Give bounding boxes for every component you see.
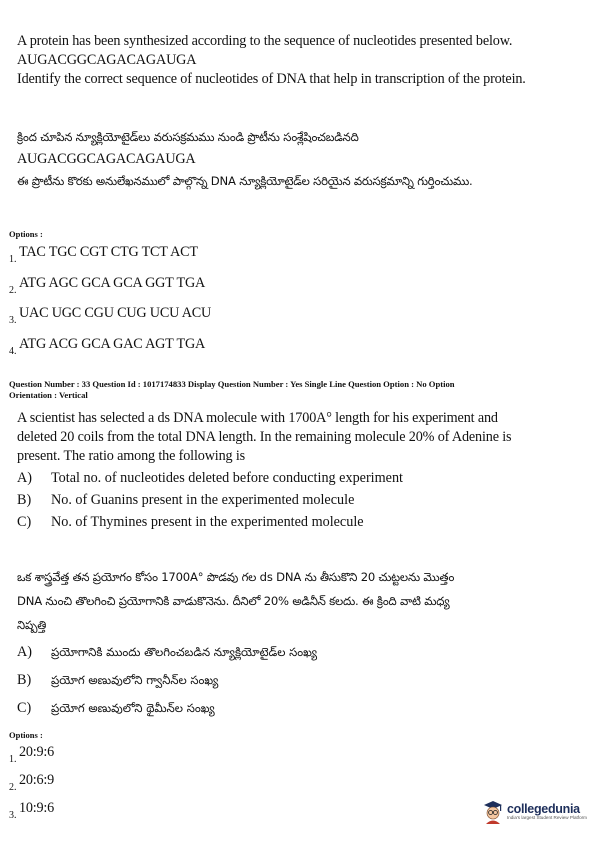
q32-telugu	[17, 126, 581, 192]
option-text: ATG AGC GCA GCA GGT TGA	[19, 275, 206, 291]
q33-telugu-line3: నిష్పత్తి	[17, 618, 47, 632]
q33-telugu-item-a	[17, 638, 581, 666]
item-label: B)	[17, 492, 32, 508]
option-text: UAC UGC CGU CUG UCU ACU	[19, 305, 212, 321]
option-number: 3.	[9, 810, 17, 821]
q32-options-label: Options :	[9, 229, 43, 239]
item-text: Total no. of nucleotides deleted before conducting experiment	[51, 470, 403, 486]
q33-english-line3: present. The ratio among the following is	[17, 448, 246, 464]
q32-english-line1: A protein has been synthesized according to the sequence of nucleotides presented below.	[17, 33, 513, 49]
q33-meta-line2: Orientation : Vertical	[9, 390, 88, 400]
item-text: No. of Thymines present in the experimented molecule	[51, 514, 364, 530]
option-number: 1.	[9, 254, 17, 265]
q32-option-3[interactable]	[9, 305, 212, 326]
logo-name: collegedunia	[506, 802, 580, 816]
q33-english-line2: deleted 20 coils from the total DNA length. In the remaining molecule 20% of Adenine is	[17, 429, 512, 445]
q32-telugu-sequence: AUGACGGCAGACAGAUGA	[17, 151, 196, 167]
item-label: C)	[17, 700, 32, 716]
item-text: No. of Guanins present in the experimented molecule	[51, 492, 355, 508]
q33-telugu-item-b	[17, 666, 581, 694]
q32-option-2[interactable]	[9, 275, 206, 296]
q33-english-item-a	[17, 467, 581, 489]
item-label: B)	[17, 672, 32, 688]
q33-telugu-item-c	[17, 694, 581, 722]
q33-english-line1: A scientist has selected a ds DNA molecule with 1700A° length for his experiment and	[17, 410, 498, 426]
q33-option-3[interactable]	[9, 800, 55, 821]
q33-meta	[9, 379, 455, 401]
item-text: ప్రయోగ అణువులోని గ్వానీన్‌ల సంఖ్య	[51, 673, 219, 687]
collegedunia-logo	[482, 798, 587, 824]
q33-option-2[interactable]	[9, 772, 55, 793]
q33-meta-line1: Question Number : 33 Question Id : 1017174833 Display Question Number : Yes Single Line Question Option : No Option	[9, 379, 455, 389]
q33-telugu-line1: ఒక శాస్త్రవేత్త తన ప్రయోగం కోసం 1700A° పొడవు గల ds DNA ను తీసుకొని 20 చుట్టలను మొత్తం	[17, 570, 455, 584]
option-text: TAC TGC CGT CTG TCT ACT	[19, 244, 198, 260]
item-label: C)	[17, 514, 32, 530]
q33-english-item-c	[17, 511, 581, 533]
q33-options-label: Options :	[9, 730, 43, 740]
option-number: 2.	[9, 782, 17, 793]
option-text: ATG ACG GCA GAC AGT TGA	[19, 336, 206, 352]
option-number: 2.	[9, 285, 17, 296]
q33-english-item-b	[17, 489, 581, 511]
item-label: A)	[17, 644, 32, 660]
q32-option-4[interactable]	[9, 336, 206, 357]
item-text: ప్రయోగ అణువులోని థైమీన్‌ల సంఖ్య	[51, 701, 215, 715]
option-text: 20:9:6	[19, 744, 55, 760]
q32-telugu-line2: ఈ ప్రొటీను కొరకు అనులేఖనములో పాల్గొన్న DNA న్యూక్లియోటైడ్‌ల సరియైన వరుసక్రమాన్ని గుర్తించుము.	[17, 174, 473, 188]
q33-telugu-items	[17, 638, 581, 722]
q32-telugu-line1: క్రింద చూపిన న్యూక్లియోటైడ్‌లు వరుసక్రమము నుండి ప్రొటీను సంశ్లేషించబడినది	[17, 130, 359, 144]
option-number: 1.	[9, 754, 17, 765]
item-label: A)	[17, 470, 32, 486]
q33-english-items	[17, 467, 581, 533]
graduate-mascot-icon	[482, 798, 504, 824]
option-number: 4.	[9, 346, 17, 357]
q33-option-1[interactable]	[9, 744, 55, 765]
q33-telugu	[17, 565, 581, 637]
q32-english-sequence: AUGACGGCAGACAGAUGA	[17, 52, 197, 68]
q32-option-1[interactable]	[9, 244, 198, 265]
option-text: 20:6:9	[19, 772, 55, 788]
option-number: 3.	[9, 315, 17, 326]
q32-english	[17, 32, 581, 89]
logo-tagline: India's largest Student Review Platform	[506, 815, 587, 820]
q33-telugu-line2: DNA నుంచి తొలగించి ప్రయోగానికి వాడుకొనెను. దీనిలో 20% అడినీన్ కలదు. ఈ క్రింది వాటి మధ్య	[17, 594, 450, 608]
item-text: ప్రయోగానికి ముందు తొలగించబడిన న్యూక్లియోటైడ్‌ల సంఖ్య	[51, 645, 318, 659]
q32-english-line2: Identify the correct sequence of nucleotides of DNA that help in transcription of the protein.	[17, 71, 526, 87]
option-text: 10:9:6	[19, 800, 55, 816]
q33-english	[17, 409, 581, 466]
